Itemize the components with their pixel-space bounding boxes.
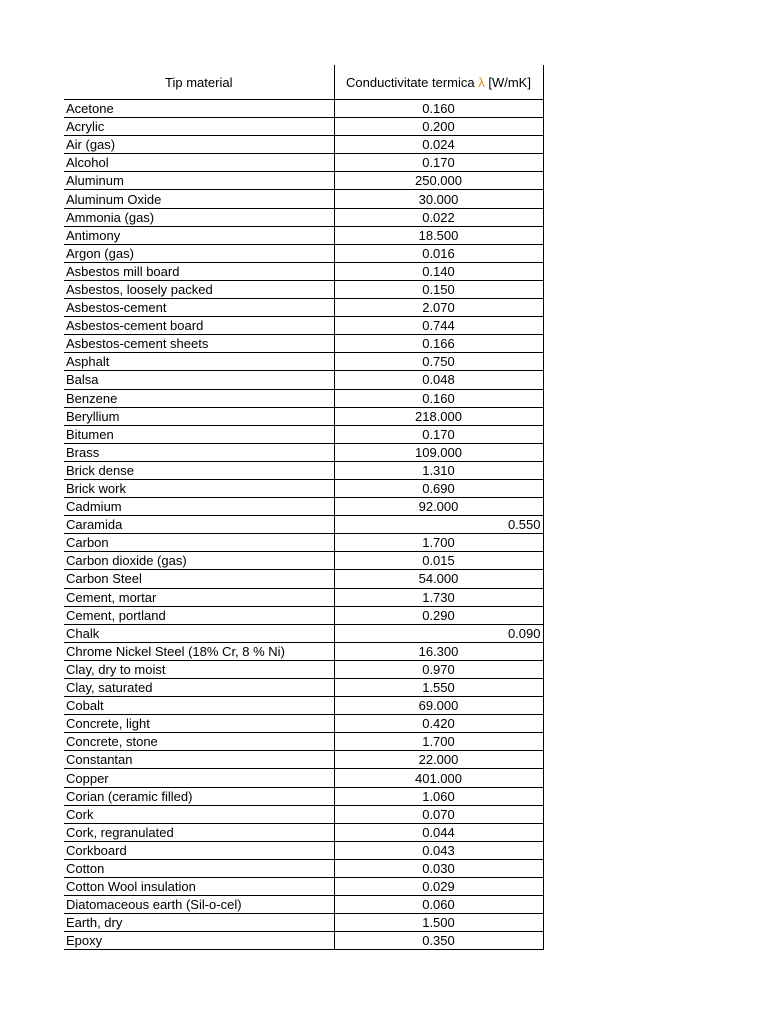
material-name-cell: Asbestos, loosely packed	[64, 280, 334, 298]
conductivity-value-cell: 0.420	[334, 715, 543, 733]
table-row	[64, 208, 543, 226]
conductivity-value-cell: 0.022	[334, 208, 543, 226]
table-row	[64, 679, 543, 697]
material-name-cell: Clay, saturated	[64, 679, 334, 697]
material-name-cell: Antimony	[64, 226, 334, 244]
table-row	[64, 823, 543, 841]
table-row	[64, 697, 543, 715]
conductivity-value-cell: 0.024	[334, 136, 543, 154]
conductivity-value-cell: 22.000	[334, 751, 543, 769]
conductivity-value-cell: 54.000	[334, 570, 543, 588]
material-name-cell: Chrome Nickel Steel (18% Cr, 8 % Ni)	[64, 642, 334, 660]
table-row	[64, 660, 543, 678]
material-name-cell: Aluminum	[64, 172, 334, 190]
table-row	[64, 100, 543, 118]
material-name-cell: Constantan	[64, 751, 334, 769]
material-name-cell: Asbestos-cement sheets	[64, 335, 334, 353]
table-row	[64, 190, 543, 208]
conductivity-value-cell: 0.166	[334, 335, 543, 353]
table-row	[64, 606, 543, 624]
table-row	[64, 552, 543, 570]
material-name-cell: Cement, mortar	[64, 588, 334, 606]
table-row	[64, 389, 543, 407]
material-name-cell: Alcohol	[64, 154, 334, 172]
conductivity-value-cell: 0.015	[334, 552, 543, 570]
material-name-cell: Cork	[64, 805, 334, 823]
table-row	[64, 787, 543, 805]
table-row	[64, 805, 543, 823]
table-row	[64, 299, 543, 317]
conductivity-value-cell: 0.744	[334, 317, 543, 335]
conductivity-value-cell: 0.350	[334, 932, 543, 950]
table-row	[64, 226, 543, 244]
conductivity-value-cell: 1.700	[334, 534, 543, 552]
conductivity-value-cell: 2.070	[334, 299, 543, 317]
conductivity-value-cell: 0.030	[334, 859, 543, 877]
table-row	[64, 172, 543, 190]
conductivity-value-cell: 0.043	[334, 841, 543, 859]
table-row	[64, 570, 543, 588]
material-name-cell: Cork, regranulated	[64, 823, 334, 841]
table-row	[64, 624, 543, 642]
conductivity-value-cell: 30.000	[334, 190, 543, 208]
material-name-cell: Ammonia (gas)	[64, 208, 334, 226]
table-row	[64, 371, 543, 389]
table-body	[64, 100, 543, 950]
conductivity-value-cell: 1.700	[334, 733, 543, 751]
conductivity-value-cell: 1.310	[334, 461, 543, 479]
conductivity-value-cell: 0.140	[334, 262, 543, 280]
conductivity-value-cell: 0.160	[334, 389, 543, 407]
table-row	[64, 642, 543, 660]
conductivity-value-cell: 92.000	[334, 498, 543, 516]
table-row	[64, 353, 543, 371]
material-name-cell: Air (gas)	[64, 136, 334, 154]
material-name-cell: Copper	[64, 769, 334, 787]
material-name-cell: Acetone	[64, 100, 334, 118]
material-name-cell: Asbestos mill board	[64, 262, 334, 280]
conductivity-value-cell: 0.970	[334, 660, 543, 678]
column-header-material: Tip material	[64, 65, 334, 100]
table-row	[64, 534, 543, 552]
conductivity-value-cell: 18.500	[334, 226, 543, 244]
table-row	[64, 733, 543, 751]
table-row	[64, 317, 543, 335]
conductivity-value-cell: 401.000	[334, 769, 543, 787]
conductivity-value-cell: 0.550	[334, 516, 543, 534]
table-row	[64, 425, 543, 443]
conductivity-value-cell: 0.029	[334, 878, 543, 896]
conductivity-value-cell: 69.000	[334, 697, 543, 715]
conductivity-value-cell: 250.000	[334, 172, 543, 190]
material-name-cell: Diatomaceous earth (Sil-o-cel)	[64, 896, 334, 914]
column-header-conductivity	[334, 65, 543, 100]
table-row	[64, 280, 543, 298]
material-name-cell: Cotton	[64, 859, 334, 877]
table-row	[64, 335, 543, 353]
table-row	[64, 932, 543, 950]
table-header	[64, 65, 543, 100]
material-name-cell: Corkboard	[64, 841, 334, 859]
material-name-cell: Carbon Steel	[64, 570, 334, 588]
material-name-cell: Beryllium	[64, 407, 334, 425]
conductivity-value-cell: 1.060	[334, 787, 543, 805]
table-row	[64, 516, 543, 534]
lambda-symbol: λ	[478, 74, 485, 90]
material-name-cell: Aluminum Oxide	[64, 190, 334, 208]
conductivity-label: Conductivitate termica	[346, 74, 479, 90]
conductivity-value-cell: 0.150	[334, 280, 543, 298]
table-row	[64, 914, 543, 932]
material-name-cell: Cobalt	[64, 697, 334, 715]
material-name-cell: Chalk	[64, 624, 334, 642]
table-row	[64, 878, 543, 896]
table-row	[64, 896, 543, 914]
conductivity-value-cell: 0.200	[334, 118, 543, 136]
conductivity-value-cell: 0.090	[334, 624, 543, 642]
conductivity-value-cell: 16.300	[334, 642, 543, 660]
table-row	[64, 244, 543, 262]
material-name-cell: Cement, portland	[64, 606, 334, 624]
conductivity-value-cell: 1.550	[334, 679, 543, 697]
conductivity-value-cell: 0.044	[334, 823, 543, 841]
material-name-cell: Epoxy	[64, 932, 334, 950]
material-name-cell: Acrylic	[64, 118, 334, 136]
conductivity-value-cell: 109.000	[334, 443, 543, 461]
table-row	[64, 461, 543, 479]
table-row	[64, 118, 543, 136]
material-name-cell: Asbestos-cement	[64, 299, 334, 317]
conductivity-value-cell: 218.000	[334, 407, 543, 425]
thermal-conductivity-table	[64, 65, 544, 950]
material-name-cell: Cotton Wool insulation	[64, 878, 334, 896]
material-name-cell: Argon (gas)	[64, 244, 334, 262]
material-name-cell: Balsa	[64, 371, 334, 389]
table-row	[64, 751, 543, 769]
material-name-cell: Brick work	[64, 479, 334, 497]
conductivity-value-cell: 1.500	[334, 914, 543, 932]
material-name-cell: Benzene	[64, 389, 334, 407]
table-row	[64, 154, 543, 172]
table-row	[64, 262, 543, 280]
conductivity-value-cell: 0.160	[334, 100, 543, 118]
material-name-cell: Bitumen	[64, 425, 334, 443]
conductivity-value-cell: 0.170	[334, 154, 543, 172]
conductivity-value-cell: 0.060	[334, 896, 543, 914]
material-name-cell: Carbon dioxide (gas)	[64, 552, 334, 570]
table-row	[64, 769, 543, 787]
table-row	[64, 715, 543, 733]
table-row	[64, 136, 543, 154]
conductivity-value-cell: 0.170	[334, 425, 543, 443]
conductivity-value-cell: 0.048	[334, 371, 543, 389]
table-row	[64, 479, 543, 497]
conductivity-value-cell: 1.730	[334, 588, 543, 606]
table-row	[64, 859, 543, 877]
material-name-cell: Corian (ceramic filled)	[64, 787, 334, 805]
table-row	[64, 498, 543, 516]
conductivity-value-cell: 0.070	[334, 805, 543, 823]
conductivity-unit: [W/mK]	[484, 74, 531, 90]
material-name-cell: Earth, dry	[64, 914, 334, 932]
material-name-cell: Caramida	[64, 516, 334, 534]
material-name-cell: Clay, dry to moist	[64, 660, 334, 678]
material-name-cell: Asphalt	[64, 353, 334, 371]
material-name-cell: Brick dense	[64, 461, 334, 479]
material-name-cell: Cadmium	[64, 498, 334, 516]
conductivity-value-cell: 0.290	[334, 606, 543, 624]
material-name-cell: Carbon	[64, 534, 334, 552]
conductivity-value-cell: 0.016	[334, 244, 543, 262]
table-row	[64, 443, 543, 461]
table-row	[64, 841, 543, 859]
table-row	[64, 588, 543, 606]
material-name-cell: Brass	[64, 443, 334, 461]
material-name-cell: Concrete, stone	[64, 733, 334, 751]
conductivity-value-cell: 0.690	[334, 479, 543, 497]
material-name-cell: Concrete, light	[64, 715, 334, 733]
header-row	[64, 65, 543, 100]
conductivity-value-cell: 0.750	[334, 353, 543, 371]
material-name-cell: Asbestos-cement board	[64, 317, 334, 335]
table-row	[64, 407, 543, 425]
